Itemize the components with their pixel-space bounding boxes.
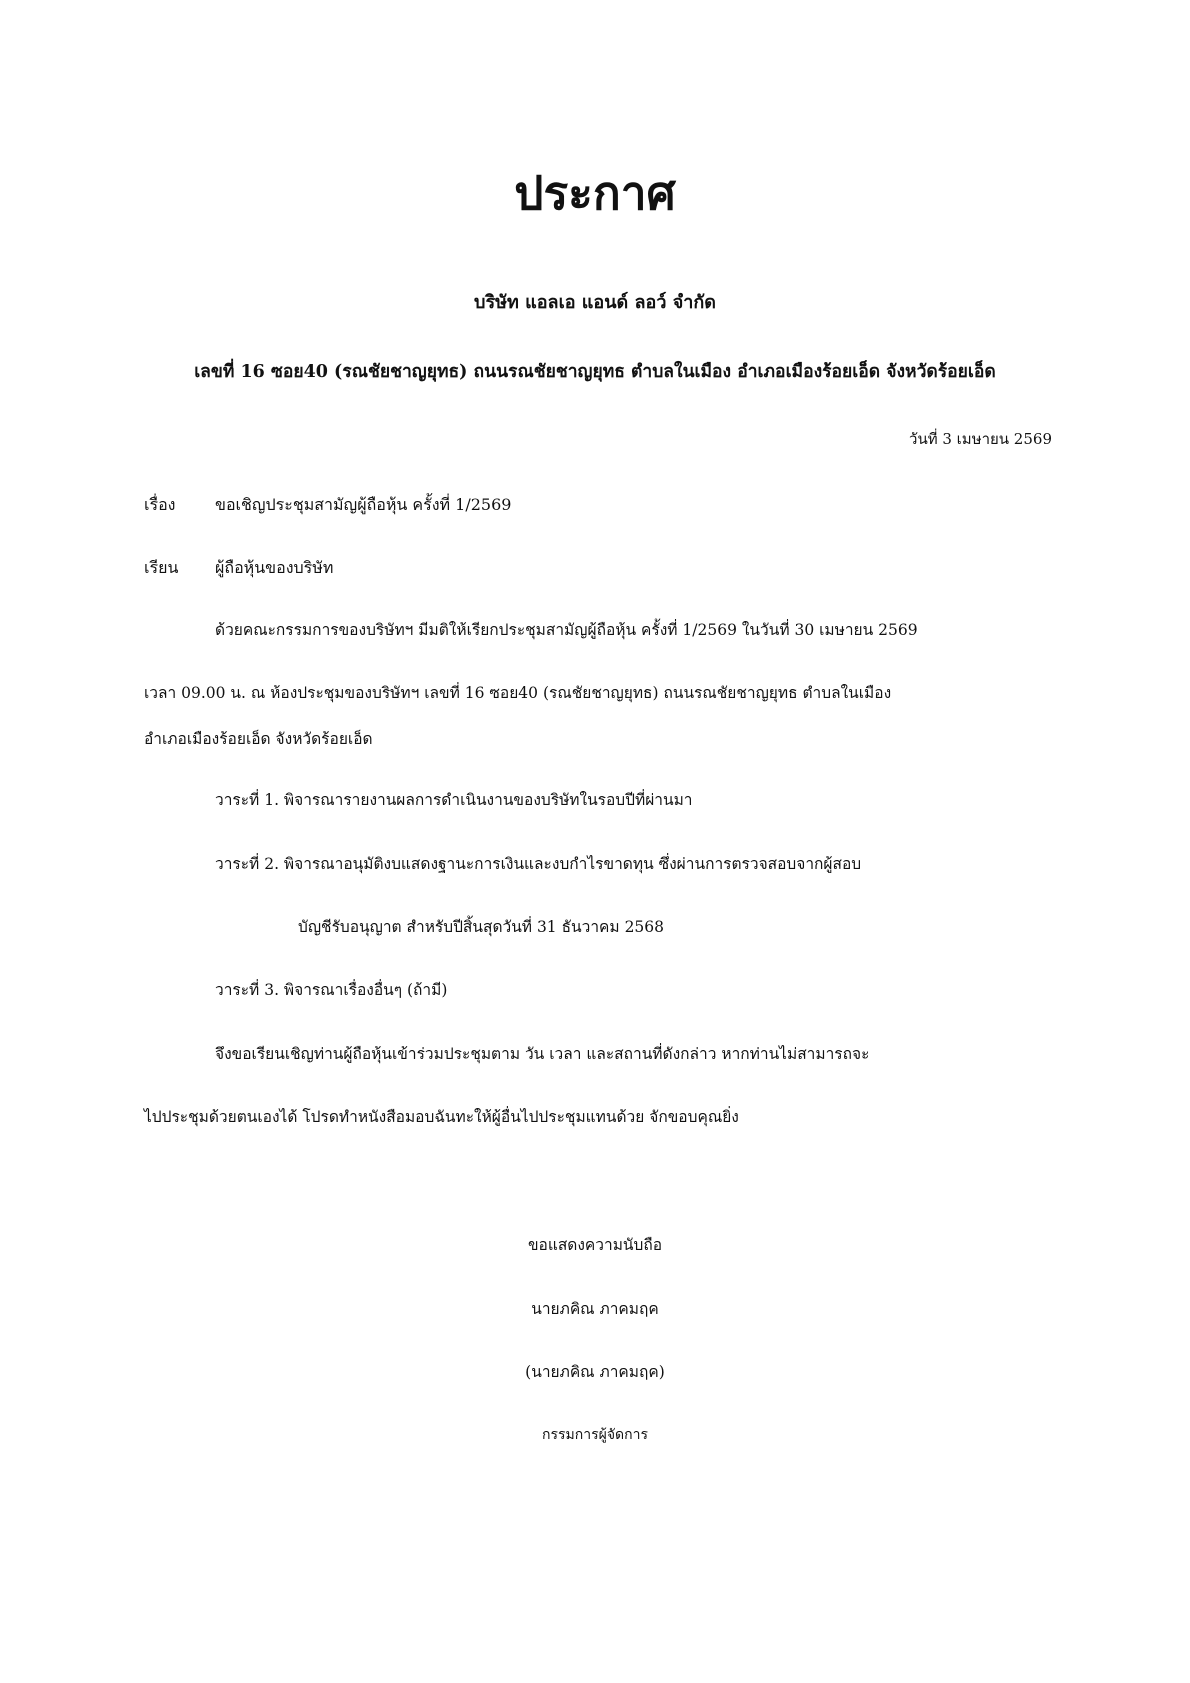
agenda-item-2-continuation: บัญชีรับอนุญาต สำหรับปีสิ้นสุดวันที่ 31 ธันวาคม 2568 <box>298 918 665 936</box>
document-date: วันที่ 3 เมษายน 2569 <box>909 430 1052 448</box>
agenda-item-3: วาระที่ 3. พิจารณาเรื่องอื่นๆ (ถ้ามี) <box>215 981 448 999</box>
recipient-label: เรียน <box>144 558 179 577</box>
agenda-item-2: วาระที่ 2. พิจารณาอนุมัติงบแสดงฐานะการเงินและงบกำไรขาดทุน ซึ่งผ่านการตรวจสอบจากผู้สอบ <box>215 855 862 873</box>
company-name: บริษัท แอลเอ แอนด์ ลอว์ จำกัด <box>474 292 716 313</box>
signature-name: นายภคิณ ภาคมฤค <box>531 1300 659 1318</box>
body-paragraph-line-2: เวลา 09.00 น. ณ ห้องประชุมของบริษัทฯ เลขที่ 16 ซอย40 (รณชัยชาญยุทธ) ถนนรณชัยชาญยุทธ ตำบลในเมือง <box>144 684 892 702</box>
closing-line-1: จึงขอเรียนเชิญท่านผู้ถือหุ้นเข้าร่วมประชุมตาม วัน เวลา และสถานที่ดังกล่าว หากท่านไม่สามารถจะ <box>215 1045 870 1063</box>
company-address: เลขที่ 16 ซอย40 (รณชัยชาญยุทธ) ถนนรณชัยชาญยุทธ ตำบลในเมือง อำเภอเมืองร้อยเอ็ด จังหวัดร้อยเอ็ด <box>194 362 996 382</box>
agenda-item-1: วาระที่ 1. พิจารณารายงานผลการดำเนินงานของบริษัทในรอบปีที่ผ่านมา <box>215 791 693 809</box>
body-paragraph-line-3: อำเภอเมืองร้อยเอ็ด จังหวัดร้อยเอ็ด <box>144 730 373 748</box>
signature-regards: ขอแสดงความนับถือ <box>527 1236 663 1254</box>
document-title: ประกาศ <box>514 166 676 220</box>
recipient-text: ผู้ถือหุ้นของบริษัท <box>215 558 334 577</box>
subject-text: ขอเชิญประชุมสามัญผู้ถือหุ้น ครั้งที่ 1/2569 <box>215 495 512 514</box>
subject-label: เรื่อง <box>144 495 176 514</box>
signature-position: กรรมการผู้จัดการ <box>542 1427 648 1443</box>
closing-line-2: ไปประชุมด้วยตนเองได้ โปรดทำหนังสือมอบฉันทะให้ผู้อื่นไปประชุมแทนด้วย จักขอบคุณยิ่ง <box>144 1108 739 1126</box>
signature-name-parenthesized: (นายภคิณ ภาคมฤค) <box>525 1363 665 1381</box>
body-paragraph-line-1: ด้วยคณะกรรมการของบริษัทฯ มีมติให้เรียกประชุมสามัญผู้ถือหุ้น ครั้งที่ 1/2569 ในวันที่ 30 เมษายน 2569 <box>215 621 918 639</box>
